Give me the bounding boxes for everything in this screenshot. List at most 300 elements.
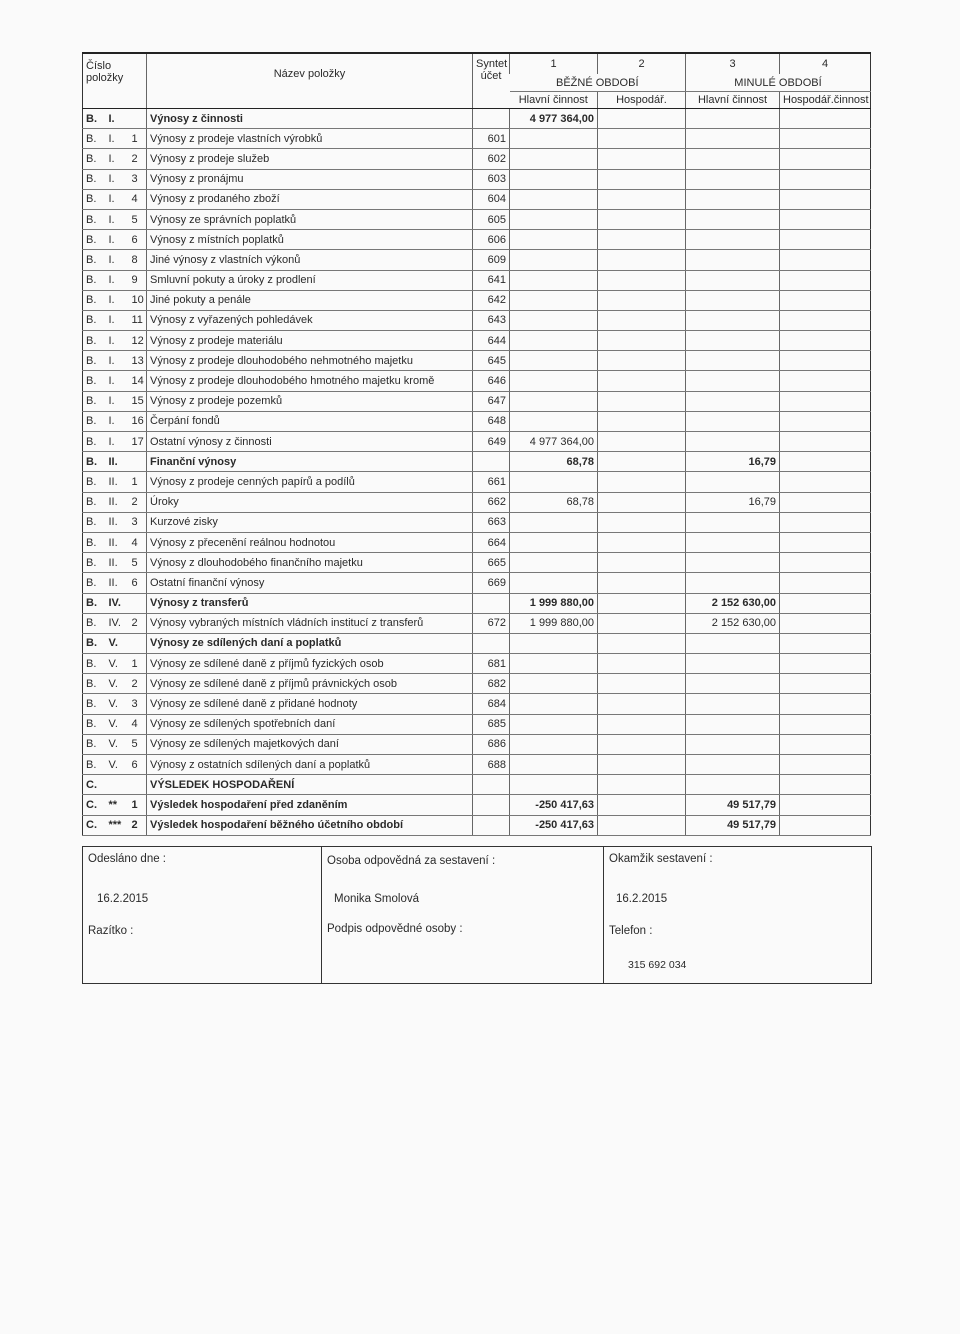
row-account-number: 647 [473, 391, 510, 411]
row-group-code: I. [106, 230, 129, 250]
row-value-minule-hospodar [780, 694, 871, 714]
row-item-number: 11 [129, 310, 147, 330]
row-value-bezne-hlavni [510, 633, 598, 653]
row-value-bezne-hospodar [598, 169, 686, 189]
row-item-name: Výnosy z ostatních sdílených daní a poplatků [147, 755, 473, 775]
row-value-minule-hospodar [780, 553, 871, 573]
table-row [83, 452, 871, 472]
row-value-bezne-hospodar [598, 452, 686, 472]
row-group-code: I. [106, 209, 129, 229]
row-value-minule-hospodar [780, 189, 871, 209]
row-item-name: Výnosy z prodeje služeb [147, 149, 473, 169]
row-section-code: B. [83, 512, 106, 532]
row-item-name: Ostatní finanční výnosy [147, 573, 473, 593]
table-row [83, 734, 871, 754]
header-cislo-polozky: Číslo položky [83, 53, 147, 109]
row-item-name: Výnosy ze sdílených majetkových daní [147, 734, 473, 754]
row-value-minule-hlavni [686, 532, 780, 552]
row-item-number: 13 [129, 351, 147, 371]
row-account-number: 641 [473, 270, 510, 290]
table-row [83, 573, 871, 593]
row-value-minule-hlavni [686, 230, 780, 250]
row-value-minule-hospodar [780, 654, 871, 674]
row-value-bezne-hlavni: -250 417,63 [510, 815, 598, 835]
footer-col-osoba [321, 847, 604, 983]
row-value-bezne-hospodar [598, 351, 686, 371]
row-section-code: B. [83, 149, 106, 169]
header-col-1: 1 [510, 53, 598, 74]
row-value-bezne-hospodar [598, 290, 686, 310]
row-value-minule-hlavni [686, 189, 780, 209]
table-row [83, 432, 871, 452]
row-item-number: 2 [129, 613, 147, 633]
row-value-bezne-hlavni [510, 209, 598, 229]
row-item-number: 6 [129, 230, 147, 250]
row-section-code: B. [83, 613, 106, 633]
row-item-name: Výnosy z vyřazených pohledávek [147, 310, 473, 330]
row-value-minule-hlavni [686, 149, 780, 169]
row-section-code: B. [83, 250, 106, 270]
row-section-code: B. [83, 694, 106, 714]
telefon-label: Telefon : [609, 924, 653, 937]
row-value-bezne-hlavni: -250 417,63 [510, 795, 598, 815]
row-group-code: V. [106, 755, 129, 775]
row-item-name: Výnosy z prodeje cenných papírů a podílů [147, 472, 473, 492]
row-value-minule-hospodar [780, 270, 871, 290]
row-value-bezne-hospodar [598, 734, 686, 754]
table-row [83, 492, 871, 512]
table-row [83, 351, 871, 371]
row-account-number [473, 109, 510, 129]
row-value-minule-hospodar [780, 209, 871, 229]
row-account-number [473, 795, 510, 815]
row-account-number: 686 [473, 734, 510, 754]
row-group-code: I. [106, 351, 129, 371]
row-section-code: B. [83, 472, 106, 492]
row-item-name: Jiné výnosy z vlastních výkonů [147, 250, 473, 270]
row-value-minule-hospodar [780, 351, 871, 371]
row-group-code: II. [106, 492, 129, 512]
razitko-label: Razítko : [88, 924, 134, 937]
table-row [83, 633, 871, 653]
row-value-minule-hospodar [780, 391, 871, 411]
row-value-minule-hlavni [686, 553, 780, 573]
table-row [83, 472, 871, 492]
row-account-number: 603 [473, 169, 510, 189]
table-row [83, 755, 871, 775]
row-item-number: 2 [129, 149, 147, 169]
row-value-minule-hlavni [686, 109, 780, 129]
row-group-code: I. [106, 310, 129, 330]
row-value-bezne-hospodar [598, 512, 686, 532]
row-group-code [106, 775, 129, 795]
row-value-minule-hlavni [686, 310, 780, 330]
row-account-number: 648 [473, 411, 510, 431]
row-value-minule-hlavni [686, 573, 780, 593]
row-section-code: B. [83, 633, 106, 653]
row-section-code: B. [83, 714, 106, 734]
header-row-numbers [83, 53, 871, 74]
row-value-bezne-hlavni: 68,78 [510, 452, 598, 472]
header-hospodar: Hospodář. [598, 92, 686, 109]
row-section-code: C. [83, 775, 106, 795]
row-value-bezne-hospodar [598, 432, 686, 452]
row-item-number: 4 [129, 532, 147, 552]
income-statement-table [82, 52, 871, 836]
row-item-name: Výnosy z prodaného zboží [147, 189, 473, 209]
row-value-minule-hlavni [686, 512, 780, 532]
header-minule-obdobi: MINULÉ OBDOBÍ [686, 74, 871, 92]
row-item-name: Jiné pokuty a penále [147, 290, 473, 310]
table-row [83, 553, 871, 573]
row-value-bezne-hlavni [510, 169, 598, 189]
row-value-bezne-hospodar [598, 492, 686, 512]
row-section-code: C. [83, 795, 106, 815]
row-value-bezne-hlavni [510, 694, 598, 714]
row-value-minule-hospodar [780, 290, 871, 310]
row-value-minule-hlavni [686, 391, 780, 411]
header-hlavni-cinnost-minule: Hlavní činnost [686, 92, 780, 109]
row-account-number: 606 [473, 230, 510, 250]
row-value-bezne-hlavni [510, 189, 598, 209]
row-value-minule-hospodar [780, 371, 871, 391]
row-section-code: B. [83, 129, 106, 149]
row-group-code: II. [106, 512, 129, 532]
row-value-minule-hlavni [686, 654, 780, 674]
table-row [83, 189, 871, 209]
row-item-number: 17 [129, 432, 147, 452]
row-item-number [129, 593, 147, 613]
row-group-code: IV. [106, 593, 129, 613]
table-row [83, 250, 871, 270]
row-account-number: 609 [473, 250, 510, 270]
table-row [83, 391, 871, 411]
row-value-bezne-hlavni [510, 674, 598, 694]
table-row [83, 169, 871, 189]
row-item-number: 4 [129, 189, 147, 209]
row-item-number: 6 [129, 755, 147, 775]
row-value-bezne-hlavni [510, 270, 598, 290]
row-value-bezne-hlavni [510, 654, 598, 674]
row-item-number: 1 [129, 472, 147, 492]
row-item-number: 12 [129, 331, 147, 351]
row-value-bezne-hlavni [510, 532, 598, 552]
row-section-code: B. [83, 734, 106, 754]
row-account-number [473, 452, 510, 472]
row-item-name: Výnosy ze správních poplatků [147, 209, 473, 229]
row-group-code: ** [106, 795, 129, 815]
row-value-minule-hlavni [686, 331, 780, 351]
row-value-bezne-hospodar [598, 613, 686, 633]
row-value-minule-hlavni [686, 270, 780, 290]
row-value-bezne-hlavni [510, 573, 598, 593]
row-value-bezne-hospodar [598, 654, 686, 674]
table-row [83, 230, 871, 250]
row-item-number: 5 [129, 734, 147, 754]
row-value-minule-hospodar [780, 613, 871, 633]
row-section-code: B. [83, 391, 106, 411]
row-item-number: 5 [129, 209, 147, 229]
row-section-code: B. [83, 169, 106, 189]
row-value-bezne-hlavni [510, 230, 598, 250]
row-value-minule-hospodar [780, 472, 871, 492]
table-row [83, 129, 871, 149]
table-row [83, 593, 871, 613]
row-item-name: Výnosy vybraných místních vládních institucí z transferů [147, 613, 473, 633]
row-section-code: B. [83, 755, 106, 775]
podpis-label: Podpis odpovědné osoby : [327, 922, 463, 935]
row-account-number [473, 633, 510, 653]
row-group-code: I. [106, 149, 129, 169]
row-value-bezne-hlavni [510, 331, 598, 351]
row-value-bezne-hlavni [510, 411, 598, 431]
row-value-minule-hlavni [686, 351, 780, 371]
row-section-code: B. [83, 109, 106, 129]
row-value-bezne-hospodar [598, 633, 686, 653]
table-row [83, 654, 871, 674]
row-item-number [129, 633, 147, 653]
row-value-bezne-hlavni [510, 734, 598, 754]
row-account-number: 685 [473, 714, 510, 734]
row-value-bezne-hlavni [510, 290, 598, 310]
row-value-minule-hlavni: 2 152 630,00 [686, 613, 780, 633]
row-value-minule-hlavni [686, 129, 780, 149]
row-value-bezne-hospodar [598, 472, 686, 492]
row-group-code: V. [106, 633, 129, 653]
row-group-code: I. [106, 189, 129, 209]
row-item-name: Smluvní pokuty a úroky z prodlení [147, 270, 473, 290]
row-value-bezne-hospodar [598, 209, 686, 229]
row-item-number: 3 [129, 169, 147, 189]
row-group-code: I. [106, 411, 129, 431]
row-value-minule-hospodar [780, 593, 871, 613]
row-section-code: B. [83, 230, 106, 250]
table-row [83, 109, 871, 129]
row-value-minule-hospodar [780, 674, 871, 694]
header-col-3: 3 [686, 53, 780, 74]
row-item-name: Výnosy z prodeje dlouhodobého nehmotného majetku [147, 351, 473, 371]
row-value-minule-hospodar [780, 795, 871, 815]
row-group-code: I. [106, 250, 129, 270]
row-item-name: VÝSLEDEK HOSPODAŘENÍ [147, 775, 473, 795]
row-group-code: I. [106, 331, 129, 351]
row-account-number: 661 [473, 472, 510, 492]
row-value-minule-hospodar [780, 512, 871, 532]
row-group-code: II. [106, 532, 129, 552]
row-account-number: 601 [473, 129, 510, 149]
row-group-code: I. [106, 391, 129, 411]
row-value-bezne-hospodar [598, 553, 686, 573]
row-value-minule-hlavni [686, 432, 780, 452]
table-row [83, 714, 871, 734]
header-hospodar-cinnost: Hospodář.činnost [780, 92, 871, 109]
row-value-minule-hlavni [686, 290, 780, 310]
row-value-minule-hlavni [686, 755, 780, 775]
table-row [83, 815, 871, 835]
row-section-code: B. [83, 189, 106, 209]
row-value-minule-hlavni [686, 633, 780, 653]
row-account-number: 663 [473, 512, 510, 532]
row-value-bezne-hospodar [598, 310, 686, 330]
row-value-minule-hlavni [686, 371, 780, 391]
row-value-bezne-hospodar [598, 189, 686, 209]
row-section-code: B. [83, 209, 106, 229]
row-value-bezne-hospodar [598, 573, 686, 593]
row-item-number: 2 [129, 674, 147, 694]
row-item-number [129, 452, 147, 472]
row-account-number: 672 [473, 613, 510, 633]
row-item-name: Výnosy ze sdílených spotřebních daní [147, 714, 473, 734]
table-row [83, 694, 871, 714]
row-value-minule-hospodar [780, 452, 871, 472]
row-account-number: 688 [473, 755, 510, 775]
row-value-bezne-hospodar [598, 230, 686, 250]
row-item-name: Výsledek hospodaření běžného účetního období [147, 815, 473, 835]
row-value-minule-hospodar [780, 633, 871, 653]
row-value-bezne-hospodar [598, 795, 686, 815]
row-value-bezne-hlavni [510, 553, 598, 573]
row-value-bezne-hlavni [510, 250, 598, 270]
row-item-number [129, 109, 147, 129]
header-nazev-polozky: Název položky [147, 53, 473, 109]
row-value-minule-hospodar [780, 109, 871, 129]
row-group-code: I. [106, 290, 129, 310]
table-row [83, 795, 871, 815]
table-row [83, 674, 871, 694]
row-value-bezne-hospodar [598, 674, 686, 694]
row-group-code: II. [106, 553, 129, 573]
row-account-number: 602 [473, 149, 510, 169]
row-value-bezne-hospodar [598, 411, 686, 431]
row-section-code: B. [83, 452, 106, 472]
row-section-code: C. [83, 815, 106, 835]
row-item-name: Výnosy z transferů [147, 593, 473, 613]
table-row [83, 512, 871, 532]
row-value-bezne-hospodar [598, 755, 686, 775]
row-item-number: 16 [129, 411, 147, 431]
row-item-number: 3 [129, 512, 147, 532]
row-value-bezne-hospodar [598, 149, 686, 169]
table-row [83, 532, 871, 552]
row-item-name: Finanční výnosy [147, 452, 473, 472]
row-item-number: 14 [129, 371, 147, 391]
row-item-number: 15 [129, 391, 147, 411]
row-value-minule-hlavni [686, 734, 780, 754]
row-group-code: IV. [106, 613, 129, 633]
row-value-bezne-hlavni [510, 371, 598, 391]
row-item-name: Výnosy z místních poplatků [147, 230, 473, 250]
row-value-minule-hlavni: 2 152 630,00 [686, 593, 780, 613]
row-account-number [473, 593, 510, 613]
row-value-bezne-hospodar [598, 250, 686, 270]
row-value-bezne-hospodar [598, 129, 686, 149]
row-group-code: II. [106, 472, 129, 492]
row-value-minule-hlavni [686, 250, 780, 270]
table-row [83, 310, 871, 330]
osoba-label: Osoba odpovědná za sestavení : [327, 854, 496, 867]
row-value-bezne-hospodar [598, 714, 686, 734]
header-col-4: 4 [780, 53, 871, 74]
table-row [83, 613, 871, 633]
row-value-bezne-hlavni: 68,78 [510, 492, 598, 512]
footer-col-odeslano [83, 847, 321, 983]
row-value-bezne-hospodar [598, 694, 686, 714]
row-value-minule-hospodar [780, 230, 871, 250]
header-col-2: 2 [598, 53, 686, 74]
row-value-bezne-hlavni [510, 310, 598, 330]
row-item-name: Výnosy z činnosti [147, 109, 473, 129]
row-item-name: Výnosy z prodeje vlastních výrobků [147, 129, 473, 149]
row-account-number: 682 [473, 674, 510, 694]
row-item-number: 4 [129, 714, 147, 734]
row-value-minule-hospodar [780, 411, 871, 431]
row-item-name: Výnosy ze sdílených daní a poplatků [147, 633, 473, 653]
row-section-code: B. [83, 310, 106, 330]
table-row [83, 331, 871, 351]
row-item-name: Výsledek hospodaření před zdaněním [147, 795, 473, 815]
row-account-number: 665 [473, 553, 510, 573]
row-group-code: V. [106, 714, 129, 734]
row-value-minule-hospodar [780, 492, 871, 512]
row-value-bezne-hlavni [510, 755, 598, 775]
row-group-code: II. [106, 452, 129, 472]
row-value-bezne-hlavni: 4 977 364,00 [510, 109, 598, 129]
row-value-bezne-hlavni [510, 775, 598, 795]
row-group-code: I. [106, 432, 129, 452]
row-group-code: I. [106, 109, 129, 129]
row-account-number: 645 [473, 351, 510, 371]
row-account-number: 684 [473, 694, 510, 714]
row-item-number: 1 [129, 795, 147, 815]
row-value-minule-hospodar [780, 331, 871, 351]
row-account-number [473, 815, 510, 835]
row-value-bezne-hlavni [510, 351, 598, 371]
row-value-bezne-hospodar [598, 371, 686, 391]
row-section-code: B. [83, 593, 106, 613]
header-bezne-obdobi: BĚŽNÉ OBDOBÍ [510, 74, 686, 92]
row-item-number: 5 [129, 553, 147, 573]
row-account-number: 669 [473, 573, 510, 593]
table-row [83, 411, 871, 431]
row-value-bezne-hlavni: 1 999 880,00 [510, 613, 598, 633]
row-value-minule-hlavni: 49 517,79 [686, 795, 780, 815]
row-item-name: Výnosy ze sdílené daně z příjmů právnických osob [147, 674, 473, 694]
row-item-name: Výnosy z přecenění reálnou hodnotou [147, 532, 473, 552]
row-value-minule-hospodar [780, 169, 871, 189]
row-item-name: Výnosy z prodeje pozemků [147, 391, 473, 411]
financial-statement-sheet [82, 52, 870, 984]
row-section-code: B. [83, 270, 106, 290]
row-group-code: I. [106, 270, 129, 290]
row-group-code: *** [106, 815, 129, 835]
row-group-code: I. [106, 129, 129, 149]
row-account-number [473, 775, 510, 795]
row-item-number: 10 [129, 290, 147, 310]
row-value-minule-hospodar [780, 250, 871, 270]
row-value-minule-hospodar [780, 149, 871, 169]
row-value-bezne-hospodar [598, 331, 686, 351]
odeslano-label: Odesláno dne : [88, 852, 167, 865]
row-group-code: II. [106, 573, 129, 593]
row-item-number [129, 775, 147, 795]
row-section-code: B. [83, 532, 106, 552]
row-value-minule-hospodar [780, 532, 871, 552]
table-row [83, 371, 871, 391]
row-account-number: 642 [473, 290, 510, 310]
row-value-bezne-hlavni [510, 149, 598, 169]
row-item-name: Výnosy z prodeje materiálu [147, 331, 473, 351]
row-item-name: Výnosy z pronájmu [147, 169, 473, 189]
